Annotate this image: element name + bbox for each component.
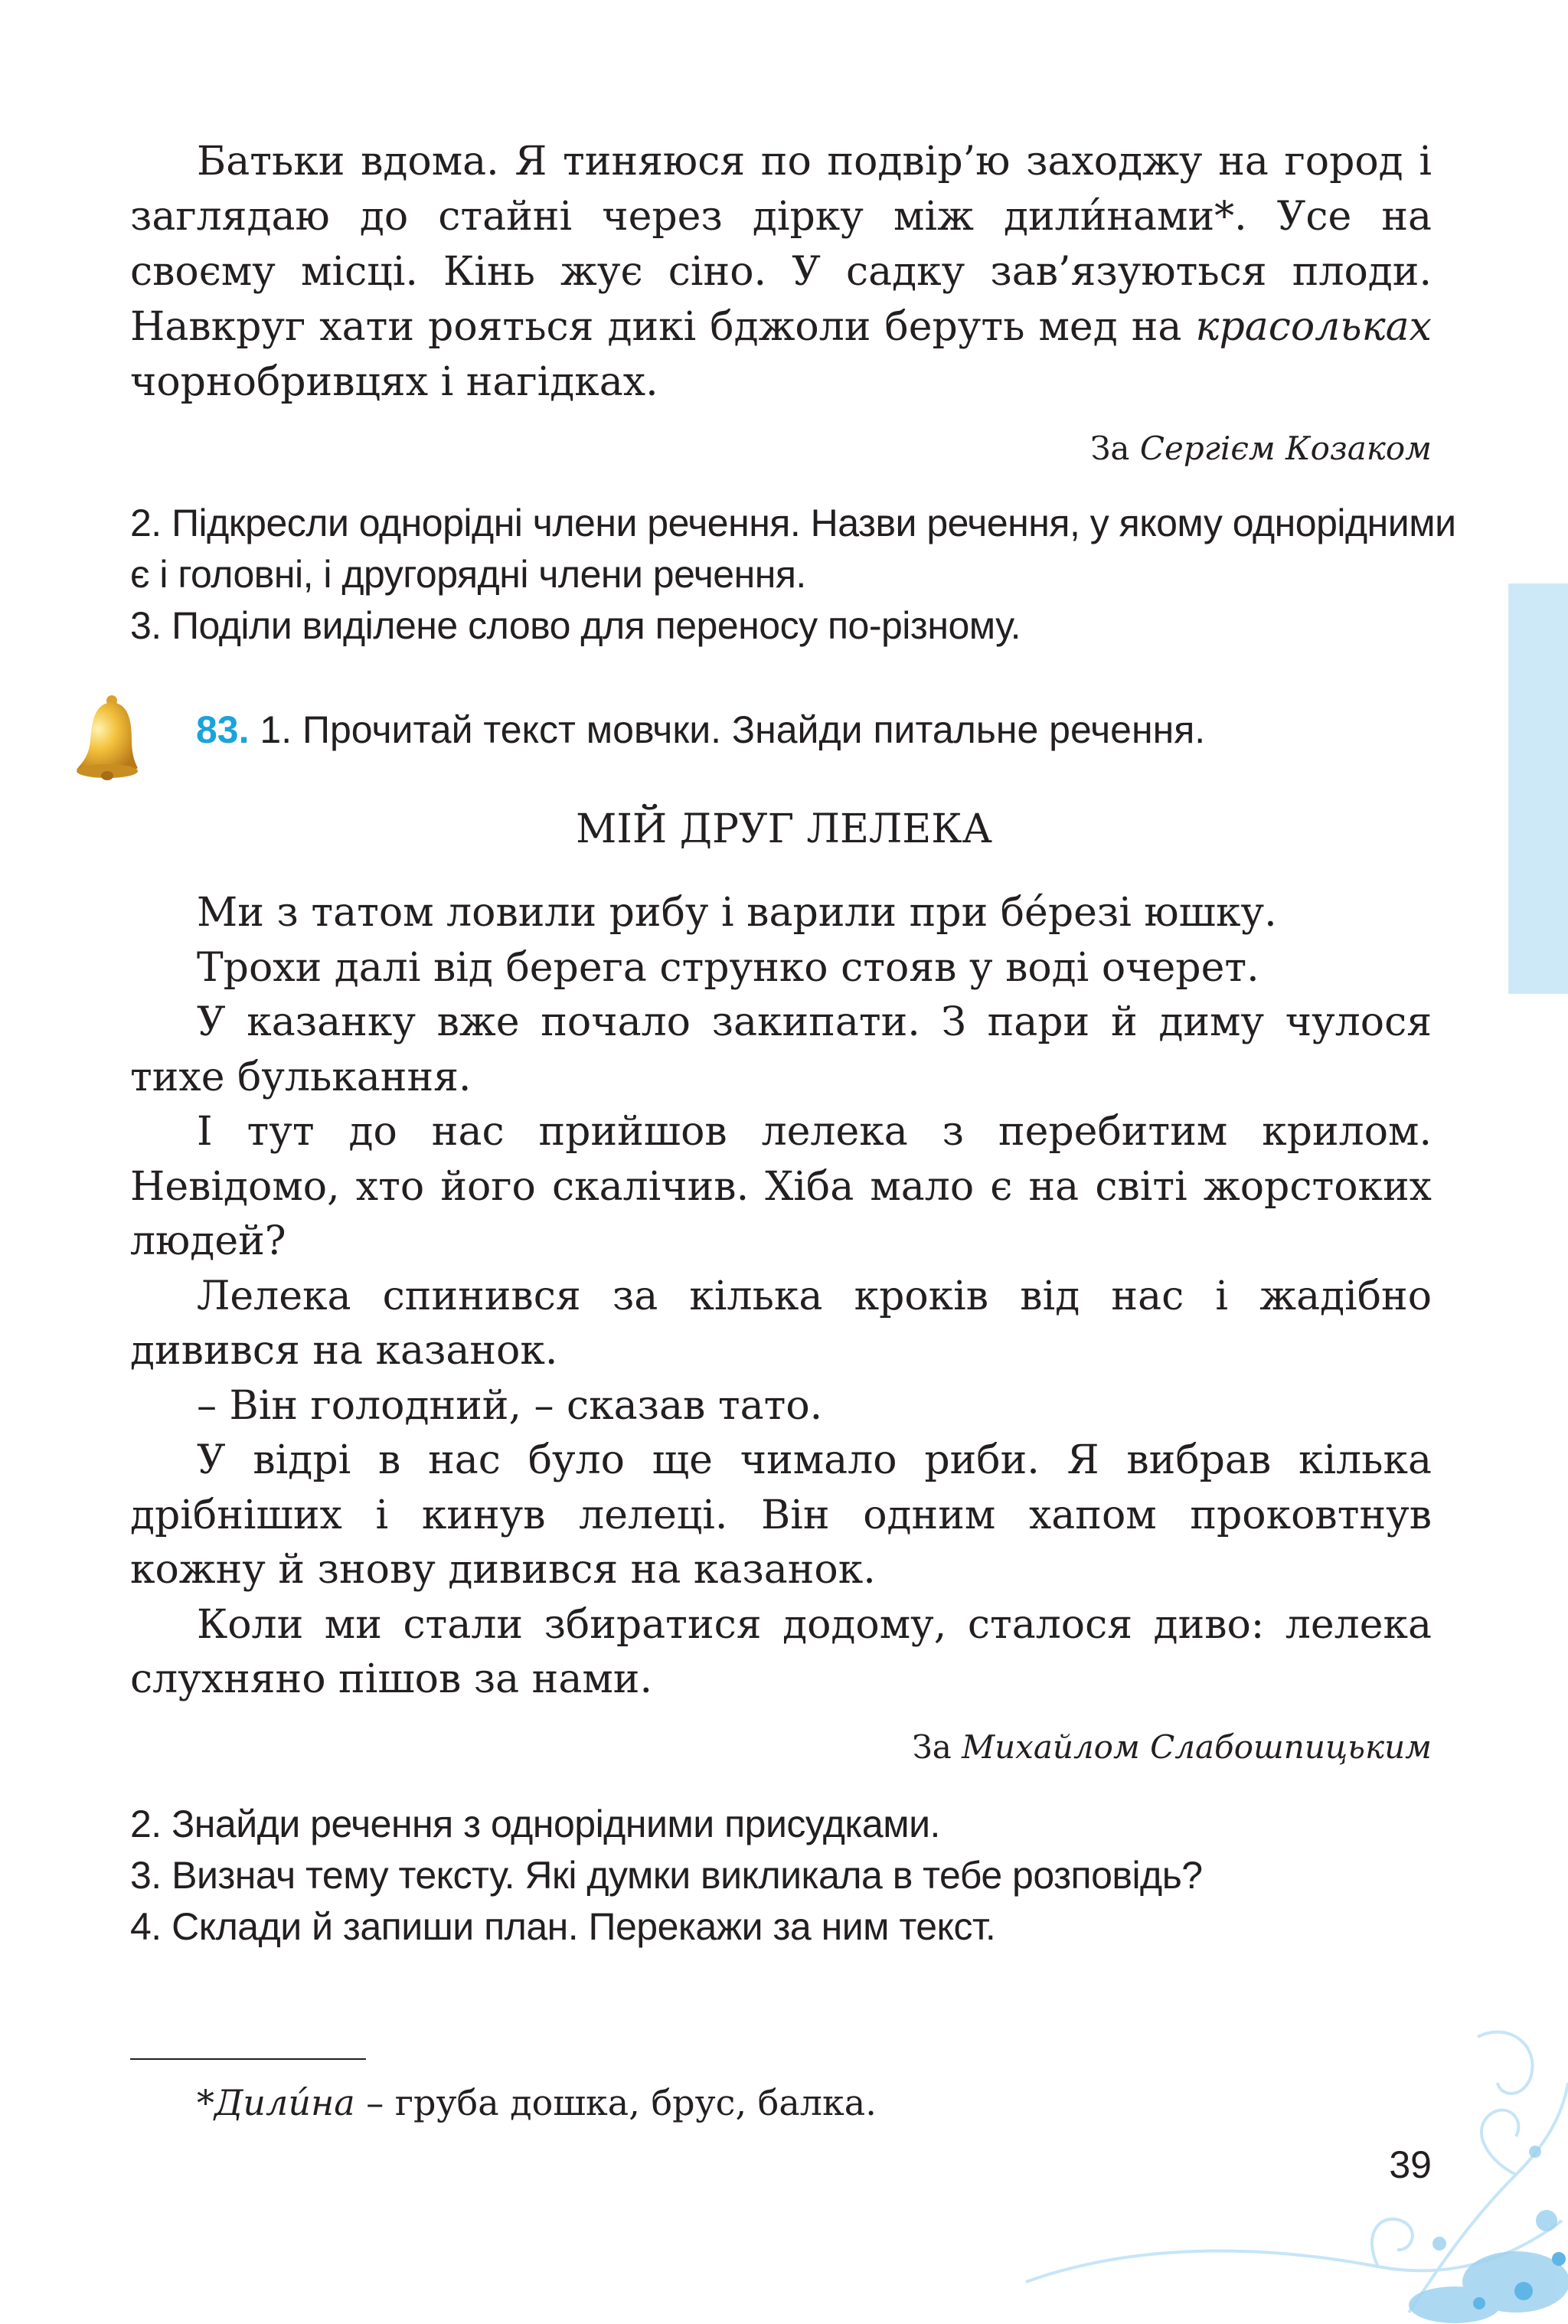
- exercise-instruction: 1. Прочитай текст мовчки. Знайди питальне речення.: [260, 708, 1206, 751]
- story-paragraph: Лелека спинився за кілька кроків від нас і жадібно дивився на казанок.: [130, 1273, 1432, 1374]
- footnote-term: *Дили́на: [197, 2082, 355, 2123]
- story-paragraph: Трохи далі від берега струнко стояв у воді очерет.: [197, 944, 1259, 991]
- story-paragraph: – Він голодний, – сказав тато.: [197, 1382, 823, 1429]
- attribution-author: Сергієм Козаком: [1139, 430, 1432, 467]
- task-item: 3. Поділи виділене слово для переносу по-різному.: [130, 604, 1021, 647]
- intro-text-end: чорнобривцях і нагідках.: [130, 359, 658, 405]
- story-text: [130, 886, 1432, 1708]
- side-tab: [1508, 583, 1568, 994]
- floral-decoration: [980, 1991, 1568, 2324]
- intro-text: Батьки вдома. Я тиняюся по подвір’ю заходжу на город і заглядаю до стайні через дірку між дили́нами*. Усе на своєму місці. Кінь жує сіно. У садку зав’язуються плоди. Навкруг хати рояться дикі бджоли беруть мед на: [130, 139, 1432, 350]
- exercise-number: 83.: [196, 708, 250, 751]
- page-number: 39: [1389, 2143, 1432, 2186]
- footnote-divider: [130, 2058, 366, 2060]
- task-item: 2. Підкресли однорідні члени речення. Назви речення, у якому однорідними є і головні, і другорядні члени речення.: [130, 502, 1456, 596]
- task-item: 3. Визнач тему тексту. Які думки викликала в тебе розповідь?: [130, 1854, 1203, 1897]
- task-list-82: [130, 498, 1478, 652]
- attribution-author: Михайлом Слабошпицьким: [962, 1728, 1432, 1766]
- story-paragraph: Ми з татом ловили рибу і варили при бе́резі юшку.: [197, 890, 1277, 936]
- story-paragraph: Коли ми стали збиратися додому, сталося диво: лелека слухняно пішов за нами.: [130, 1601, 1432, 1702]
- footnote-definition: – груба дошка, брус, балка.: [354, 2082, 877, 2123]
- task-item: 2. Знайди речення з однорідними присудками.: [130, 1803, 940, 1845]
- intro-italic-word: красольках: [1195, 304, 1432, 350]
- story-paragraph: І тут до нас прийшов лелека з перебитим крилом. Невідомо, хто його скалічив. Хіба мало є на світі жорстоких людей?: [130, 1109, 1432, 1264]
- story-paragraph: У казанку вже почало закипати. З пари й диму чулося тихе булькання.: [130, 999, 1432, 1100]
- attribution-prefix: За: [912, 1728, 952, 1766]
- footnote: [197, 2079, 877, 2126]
- attribution-prefix: За: [1090, 430, 1130, 467]
- task-item: 4. Склади й запиши план. Перекажи за ним текст.: [130, 1905, 996, 1948]
- story-title: МІЙ ДРУГ ЛЕЛЕКА: [576, 806, 992, 852]
- intro-paragraph: [130, 134, 1432, 410]
- attribution-kozak: [1090, 426, 1432, 472]
- exercise-83-heading: [196, 705, 1205, 754]
- task-list-83: [130, 1799, 1478, 1953]
- story-paragraph: У відрі в нас було ще чимало риби. Я вибрав кілька дрібніших і кинув лелеці. Він одним хапом проковтнув кожну й знову дивився на казанок.: [130, 1437, 1432, 1593]
- bell-icon: [74, 693, 138, 786]
- attribution-slaboshpytskyi: [913, 1724, 1432, 1770]
